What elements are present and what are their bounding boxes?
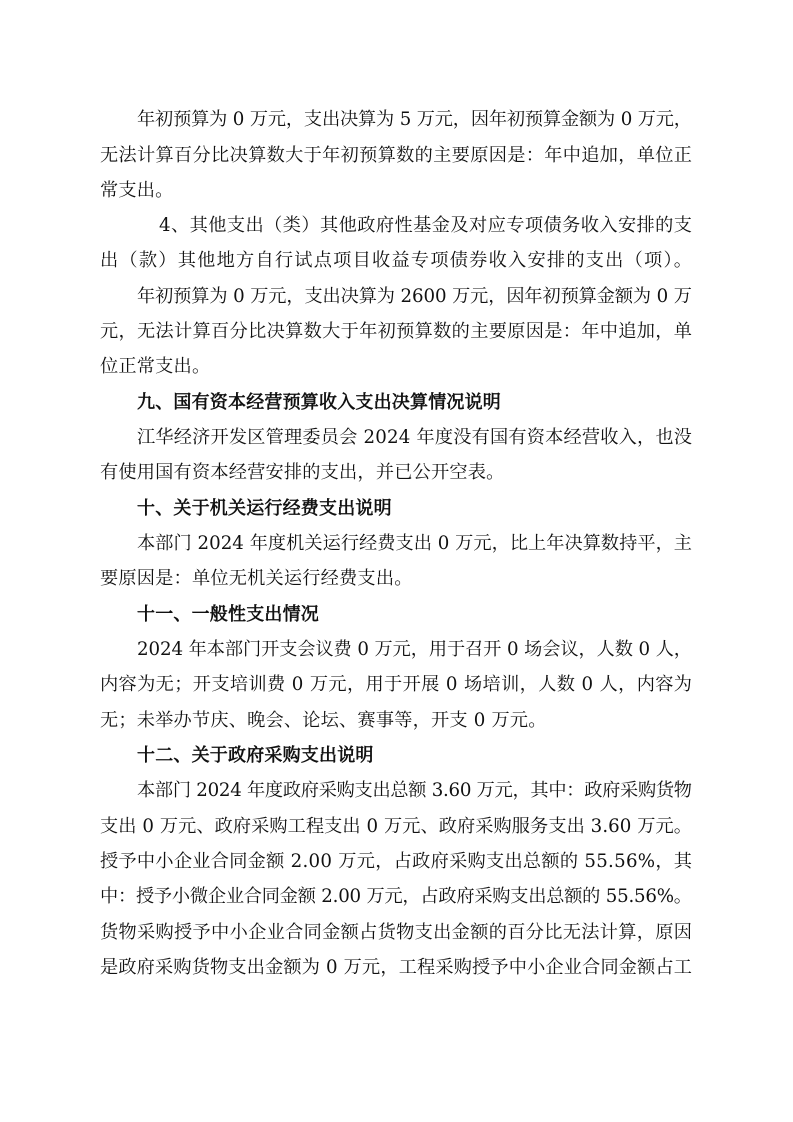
text-line: 本部门 2024 年度政府采购支出总额 3.60 万元，其中：政府采购货物: [137, 780, 692, 801]
text-line: 常支出。: [100, 180, 174, 201]
text-line: 本部门 2024 年度机关运行经费支出 0 万元，比上年决算数持平，主: [137, 533, 693, 554]
section-heading: 九、国有资本经营预算收入支出决算情况说明: [137, 392, 501, 413]
section-heading: 十二、关于政府采购支出说明: [137, 745, 374, 766]
text-line: 4、其他支出（类）其他政府性基金及对应专项债务收入安排的支: [159, 215, 693, 236]
text-line: 货物采购授予中小企业合同金额占货物支出金额的百分比无法计算，原因: [100, 922, 693, 943]
text-line: 支出 0 万元、政府采购工程支出 0 万元、政府采购服务支出 3.60 万元。: [100, 816, 693, 837]
text-line: 江华经济开发区管理委员会 2024 年度没有国有资本经营收入，也没: [137, 427, 693, 448]
text-line: 是政府采购货物支出金额为 0 万元，工程采购授予中小企业合同金额占工: [100, 957, 693, 978]
text-line: 位正常支出。: [100, 356, 211, 377]
text-line: 无法计算百分比决算数大于年初预算数的主要原因是：年中追加，单位正: [100, 145, 693, 166]
text-line: 要原因是：单位无机关运行经费支出。: [100, 568, 413, 589]
text-line: 年初预算为 0 万元，支出决算为 2600 万元，因年初预算金额为 0 万: [137, 286, 692, 307]
text-line: 元，无法计算百分比决算数大于年初预算数的主要原因是：年中追加，单: [100, 321, 693, 342]
section-heading: 十一、一般性支出情况: [137, 604, 319, 625]
section-heading: 十、关于机关运行经费支出说明: [137, 498, 392, 519]
text-line: 无；未举办节庆、晚会、论坛、赛事等，开支 0 万元。: [100, 710, 547, 731]
text-line: 中：授予小微企业合同金额 2.00 万元，占政府采购支出总额的 55.56%。: [100, 886, 692, 907]
text-line: 有使用国有资本经营安排的支出，并已公开空表。: [100, 462, 505, 483]
text-line: 授予中小企业合同金额 2.00 万元，占政府采购支出总额的 55.56%，其: [100, 851, 693, 872]
text-line: 2024 年本部门开支会议费 0 万元，用于召开 0 场会议，人数 0 人，: [137, 639, 692, 660]
text-line: 年初预算为 0 万元，支出决算为 5 万元，因年初预算金额为 0 万元，: [137, 109, 692, 130]
text-line: 内容为无；开支培训费 0 万元，用于开展 0 场培训，人数 0 人，内容为: [100, 674, 693, 695]
text-line: 出（款）其他地方自行试点项目收益专项债券收入安排的支出（项）。: [100, 250, 694, 271]
